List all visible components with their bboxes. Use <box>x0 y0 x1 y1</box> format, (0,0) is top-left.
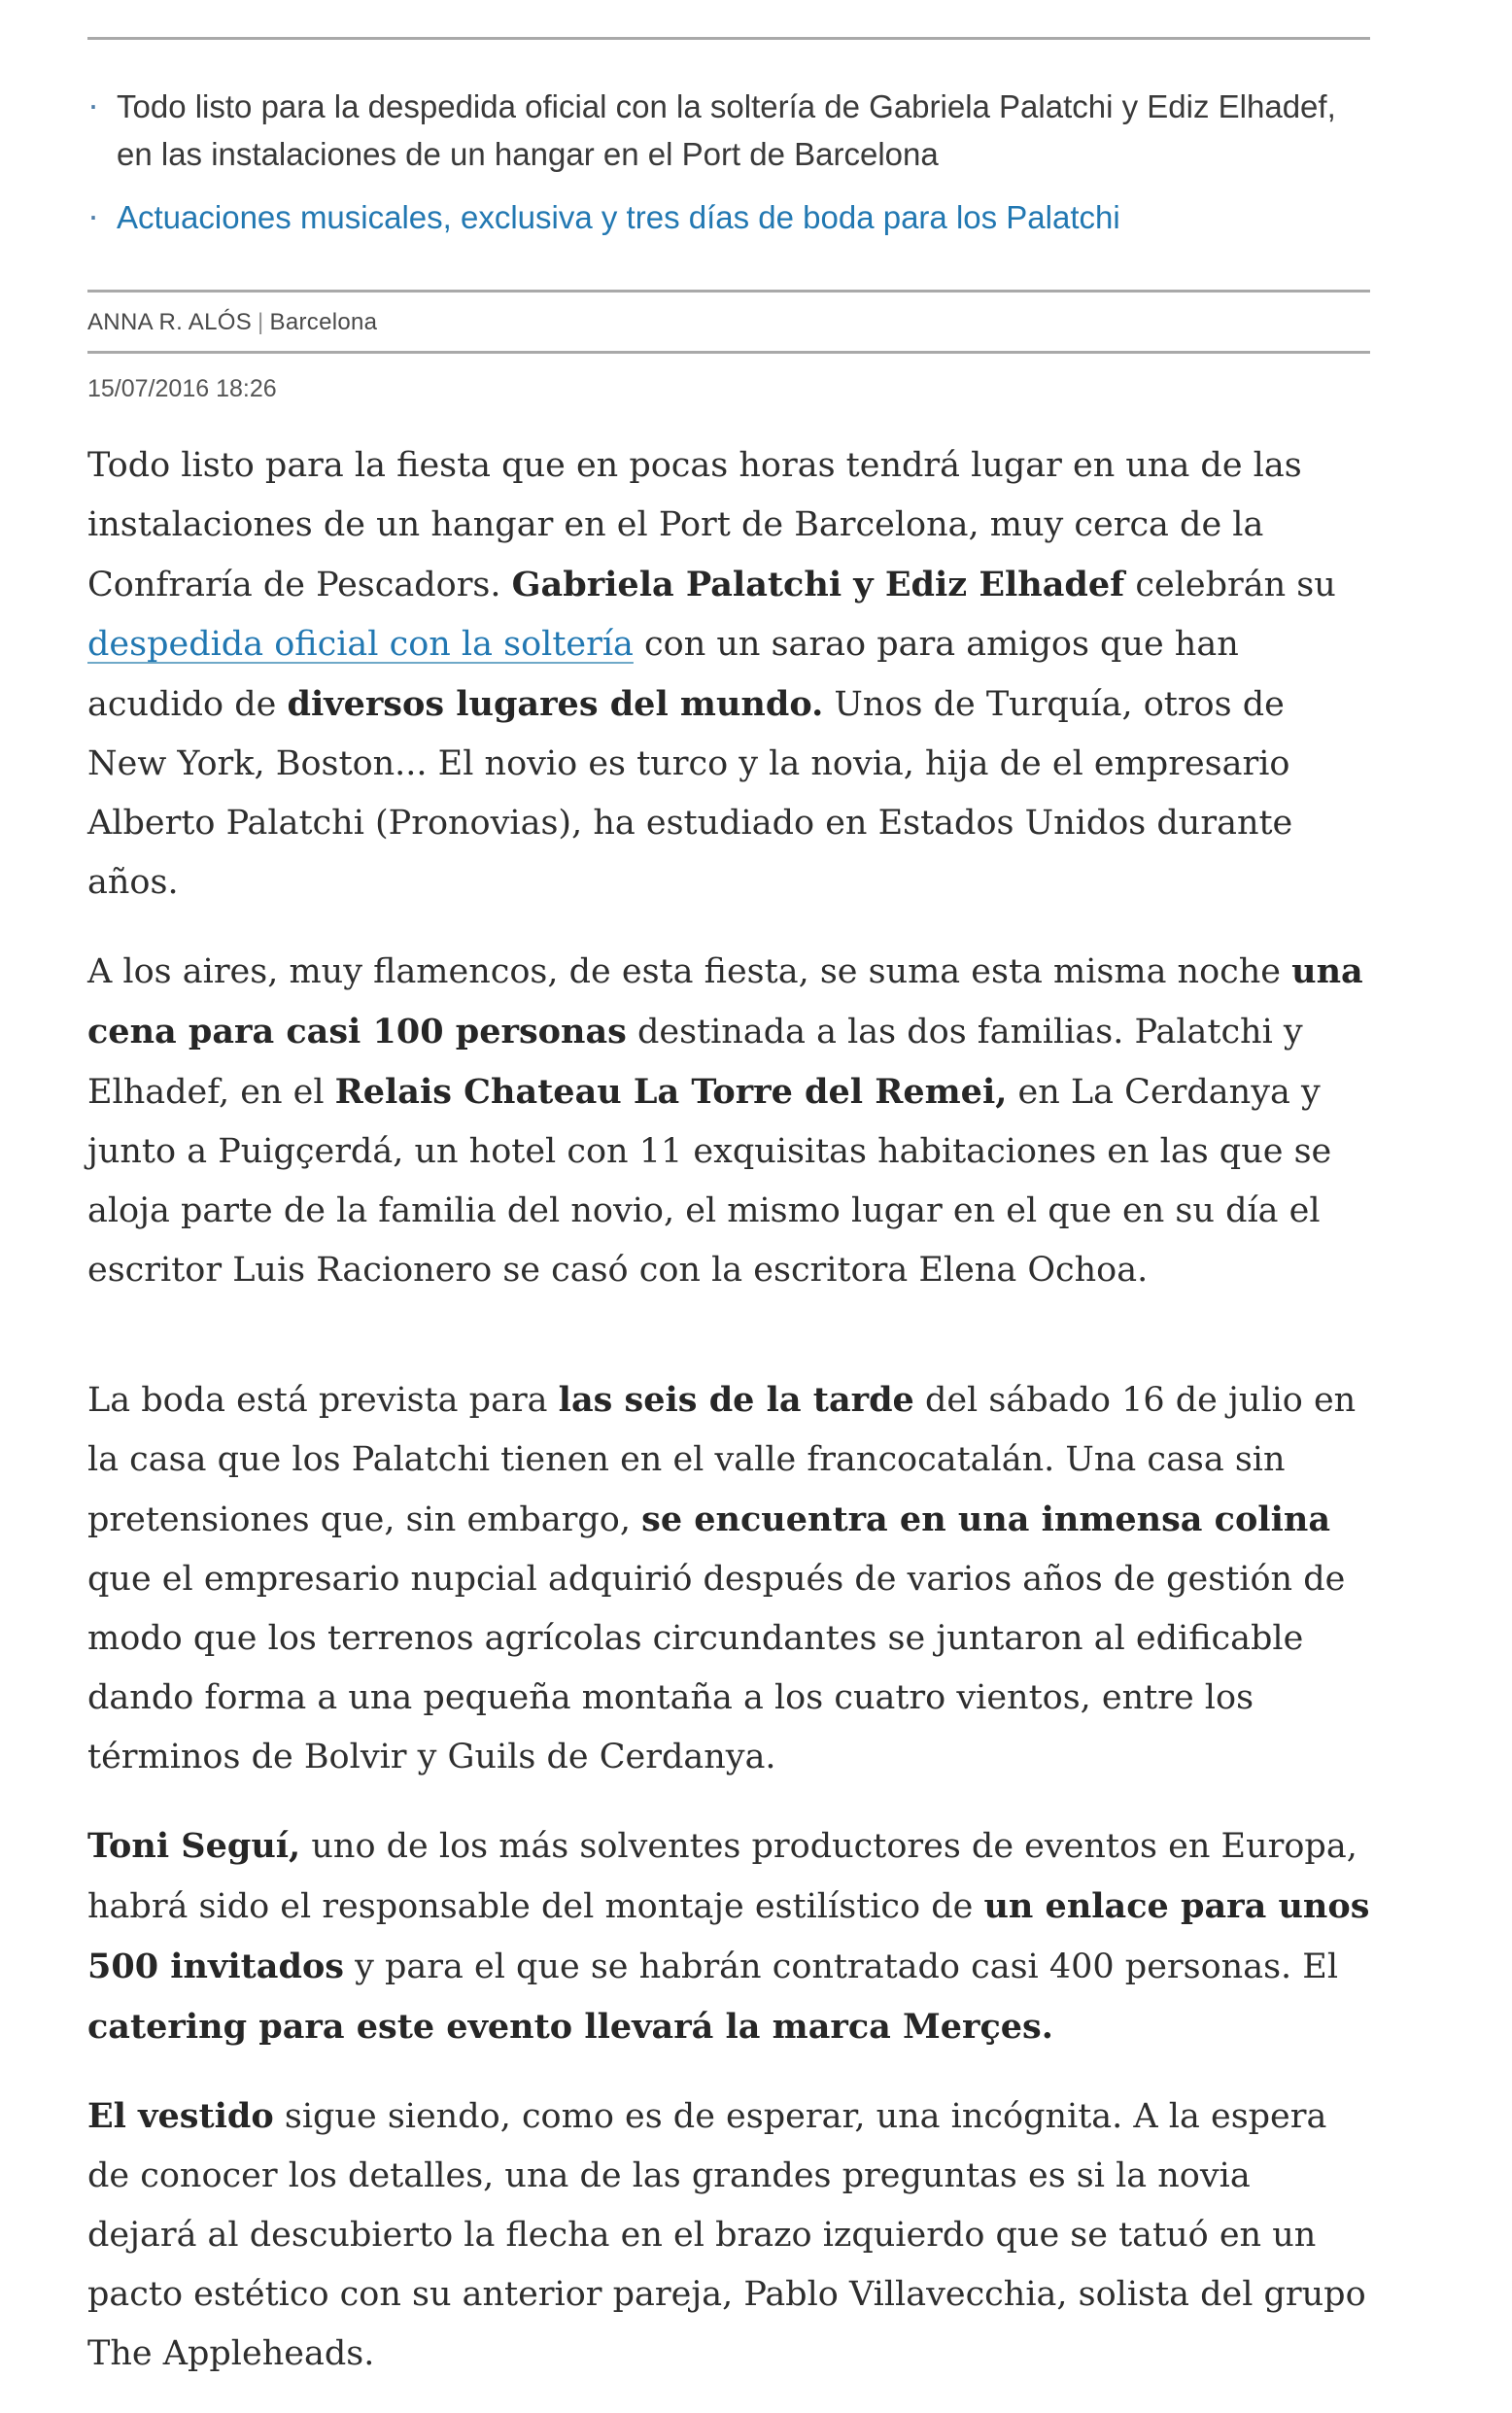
paragraph <box>87 436 1370 913</box>
article-content <box>87 37 1370 2384</box>
bullet-icon: · <box>87 195 99 235</box>
text-run: con un sarao para amigos que han acudido de <box>87 625 1239 724</box>
bold-text-run: una cena para casi 100 personas <box>87 951 1363 1051</box>
bold-text-run: un enlace para unos 500 invitados <box>87 1886 1370 1986</box>
bold-text-run: se encuentra en una inmensa colina <box>641 1500 1331 1539</box>
summary-item <box>87 193 1370 241</box>
text-run: sigue siendo, como es de esperar, una incógnita. A la espera de conocer los detalles, una de las grandes preguntas es si la novia dejará al descubierto la flecha en el brazo izquierdo que se tatuó en un pacto estético con su anterior pareja, Pablo Villavecchia, solista del grupo The Appleheads. <box>87 2097 1366 2373</box>
summary-list <box>87 83 1370 241</box>
text-run: del sábado 16 de julio en la casa que los Palatchi tienen en el valle francocatalán. Una casa sin pretensiones que, sin embargo, <box>87 1381 1357 1539</box>
bold-text-run: El vestido <box>87 2096 274 2136</box>
byline-top-divider <box>87 290 1370 293</box>
text-run: A los aires, muy flamencos, de esta fiesta, se suma esta misma noche <box>87 952 1292 991</box>
paragraph <box>87 1816 1370 2057</box>
summary-item <box>87 83 1370 178</box>
byline-location: Barcelona <box>269 309 378 335</box>
text-run: en La Cerdanya y junto a Puigçerdá, un hotel con 11 exquisitas habitaciones en las que se aloja parte de la familia del novio, el mismo lugar en el que en su día el escritor Luis Racionero se casó con la escritora Elena Ochoa. <box>87 1073 1332 1290</box>
publish-timestamp: 15/07/2016 18:26 <box>87 375 277 402</box>
article-body <box>87 436 1370 2384</box>
byline-author: ANNA R. ALÓS <box>87 309 252 335</box>
text-run: uno de los más solventes productores de eventos en Europa, habrá sido el responsable del montaje estilístico de <box>87 1827 1357 1926</box>
bold-text-run: Relais Chateau La Torre del Remei, <box>334 1072 1008 1112</box>
bold-text-run: Gabriela Palatchi y Ediz Elhadef <box>511 565 1125 604</box>
byline <box>87 309 1370 336</box>
byline-separator: | <box>258 309 264 335</box>
text-run: Todo listo para la fiesta que en pocas horas tendrá lugar en una de las instalaciones de un hangar en el Port de Barcelona, muy cerca de la Confraría de Pescadors. <box>87 446 1302 604</box>
inline-link[interactable]: despedida oficial con la soltería <box>87 625 634 664</box>
paragraph <box>87 2086 1370 2384</box>
bullet-icon: · <box>87 85 99 124</box>
paragraph <box>87 1370 1370 1787</box>
paragraph <box>87 942 1370 1300</box>
bold-text-run: las seis de la tarde <box>558 1380 914 1420</box>
summary-text: Todo listo para la despedida oficial con la soltería de Gabriela Palatchi y Ediz Elhadef, en las instalaciones de un hangar en el Port de Barcelona <box>117 88 1336 172</box>
bold-text-run: diversos lugares del mundo. <box>287 684 824 724</box>
text-run: celebrán su <box>1124 566 1336 604</box>
bold-text-run: Toni Seguí, <box>87 1826 301 1866</box>
text-run: y para el que se habrán contratado casi 400 personas. El <box>344 1948 1339 1986</box>
text-run: que el empresario nupcial adquirió después de varios años de gestión de modo que los terrenos agrícolas circundantes se juntaron al edificable dando forma a una pequeña montaña a los cuatro vientos, entre los términos de Bolvir y Guils de Cerdanya. <box>87 1560 1346 1776</box>
bold-text-run: catering para este evento llevará la marca Merçes. <box>87 2007 1053 2047</box>
byline-bottom-divider <box>87 351 1370 354</box>
text-run: La boda está prevista para <box>87 1381 559 1420</box>
top-divider <box>87 37 1370 40</box>
summary-link[interactable]: Actuaciones musicales, exclusiva y tres días de boda para los Palatchi <box>117 199 1120 235</box>
text-run: destinada a las dos familias. Palatchi y Elhadef, en el <box>87 1013 1303 1112</box>
text-run: Unos de Turquía, otros de New York, Boston... El novio es turco y la novia, hija de el empresario Alberto Palatchi (Pronovias), ha estudiado en Estados Unidos durante años. <box>87 685 1293 902</box>
